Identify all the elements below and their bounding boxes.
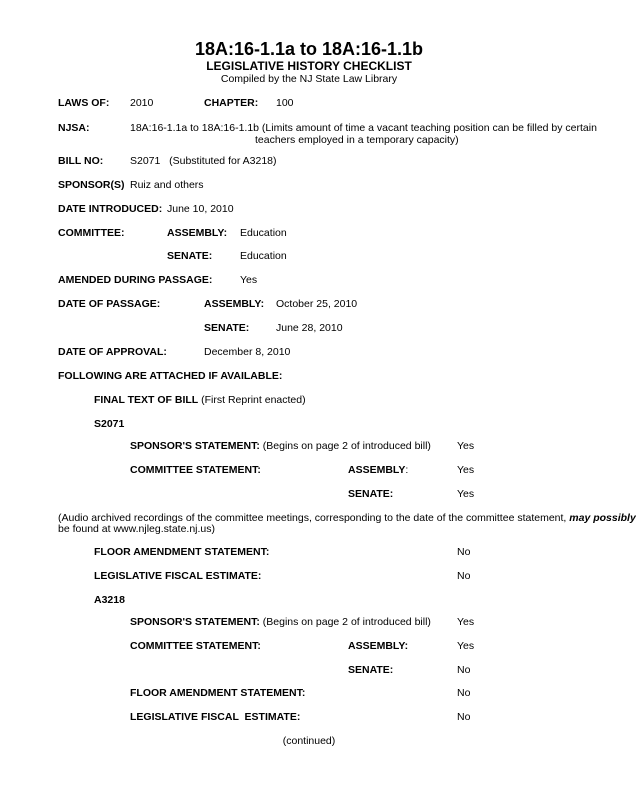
- final-text-label: FINAL TEXT OF BILL: [94, 394, 199, 406]
- s2071-assembly-label: ASSEMBLY: [348, 464, 406, 476]
- a3218-assembly-value: Yes: [457, 640, 475, 652]
- s2071-assembly-value: Yes: [457, 464, 475, 476]
- s2071-sponsor-note: (Begins on page 2 of introduced bill): [259, 440, 431, 452]
- fiscal-estimate-label: LEGISLATIVE FISCAL ESTIMATE:: [94, 570, 262, 582]
- a3218-heading: A3218: [94, 594, 125, 606]
- chapter-value: 100: [276, 97, 294, 109]
- page-subtitle: LEGISLATIVE HISTORY CHECKLIST: [206, 59, 412, 73]
- passage-assembly-value: October 25, 2010: [276, 298, 358, 310]
- floor-amendment-value: No: [457, 546, 471, 558]
- laws-of-label: LAWS OF:: [58, 97, 110, 109]
- s2071-committee-label: COMMITTEE STATEMENT:: [130, 464, 261, 476]
- a3218-sponsor-row: [130, 616, 431, 629]
- a3218-senate-label: SENATE:: [348, 664, 394, 676]
- sponsor-value: Ruiz and others: [130, 179, 204, 191]
- passage-senate-label: SENATE:: [204, 322, 250, 334]
- amended-value: Yes: [240, 274, 258, 286]
- final-text-value: (First Reprint enacted): [198, 394, 306, 406]
- chapter-label: CHAPTER:: [204, 97, 259, 109]
- fiscal-estimate-value: No: [457, 570, 471, 582]
- s2071-senate-value: Yes: [457, 488, 475, 500]
- a3218-fiscal-value: No: [457, 711, 471, 723]
- committee-label: COMMITTEE:: [58, 227, 125, 239]
- njsa-label: NJSA:: [58, 122, 90, 134]
- date-introduced-value: June 10, 2010: [167, 203, 234, 215]
- committee-assembly-value: Education: [240, 227, 287, 239]
- bill-no-value: S2071 (Substituted for A3218): [130, 155, 277, 167]
- audio-note-emphasis: may possibly: [569, 512, 636, 524]
- s2071-heading: S2071: [94, 418, 125, 430]
- passage-senate-value: June 28, 2010: [276, 322, 343, 334]
- committee-senate-value: Education: [240, 250, 287, 262]
- s2071-sponsor-value: Yes: [457, 440, 475, 452]
- committee-senate-label: SENATE:: [167, 250, 213, 262]
- date-of-approval-value: December 8, 2010: [204, 346, 291, 358]
- page-title: 18A:16-1.1a to 18A:16-1.1b: [194, 39, 424, 59]
- a3218-assembly-label: ASSEMBLY:: [348, 640, 409, 652]
- laws-of-value: 2010: [130, 97, 154, 109]
- compiled-by: Compiled by the NJ State Law Library: [220, 73, 398, 85]
- a3218-fiscal-label: LEGISLATIVE FISCAL ESTIMATE:: [130, 711, 301, 723]
- bill-no-label: BILL NO:: [58, 155, 104, 167]
- a3218-senate-value: No: [457, 664, 471, 676]
- njsa-line-2: teachers employed in a temporary capacity): [255, 134, 459, 146]
- final-text-row: [94, 394, 306, 407]
- floor-amendment-label: FLOOR AMENDMENT STATEMENT:: [94, 546, 270, 558]
- audio-note-part-1: (Audio archived recordings of the committee meetings, corresponding to the date of the committee statement,: [58, 512, 570, 524]
- date-of-approval-label: DATE OF APPROVAL:: [58, 346, 167, 358]
- passage-assembly-label: ASSEMBLY:: [204, 298, 265, 310]
- attached-heading: FOLLOWING ARE ATTACHED IF AVAILABLE:: [58, 370, 283, 382]
- audio-note-line-2: be found at www.njleg.state.nj.us): [58, 523, 216, 535]
- a3218-committee-label: COMMITTEE STATEMENT:: [130, 640, 261, 652]
- sponsor-label: SPONSOR(S): [58, 179, 125, 191]
- s2071-sponsor-label: SPONSOR'S STATEMENT:: [130, 440, 260, 452]
- s2071-senate-label: SENATE:: [348, 488, 394, 500]
- continued-note: (continued): [282, 735, 336, 747]
- committee-assembly-label: ASSEMBLY:: [167, 227, 228, 239]
- s2071-assembly-row: [348, 464, 408, 477]
- a3218-sponsor-value: Yes: [457, 616, 475, 628]
- amended-label: AMENDED DURING PASSAGE:: [58, 274, 213, 286]
- a3218-floor-value: No: [457, 687, 471, 699]
- s2071-sponsor-row: [130, 440, 431, 453]
- date-of-passage-label: DATE OF PASSAGE:: [58, 298, 161, 310]
- date-introduced-label: DATE INTRODUCED:: [58, 203, 163, 215]
- a3218-floor-label: FLOOR AMENDMENT STATEMENT:: [130, 687, 306, 699]
- a3218-sponsor-label: SPONSOR'S STATEMENT:: [130, 616, 260, 628]
- a3218-sponsor-note: (Begins on page 2 of introduced bill): [259, 616, 431, 628]
- njsa-line-1: 18A:16-1.1a to 18A:16-1.1b (Limits amount of time a vacant teaching position can be filled by certain: [130, 122, 597, 134]
- s2071-assembly-colon: :: [405, 464, 409, 476]
